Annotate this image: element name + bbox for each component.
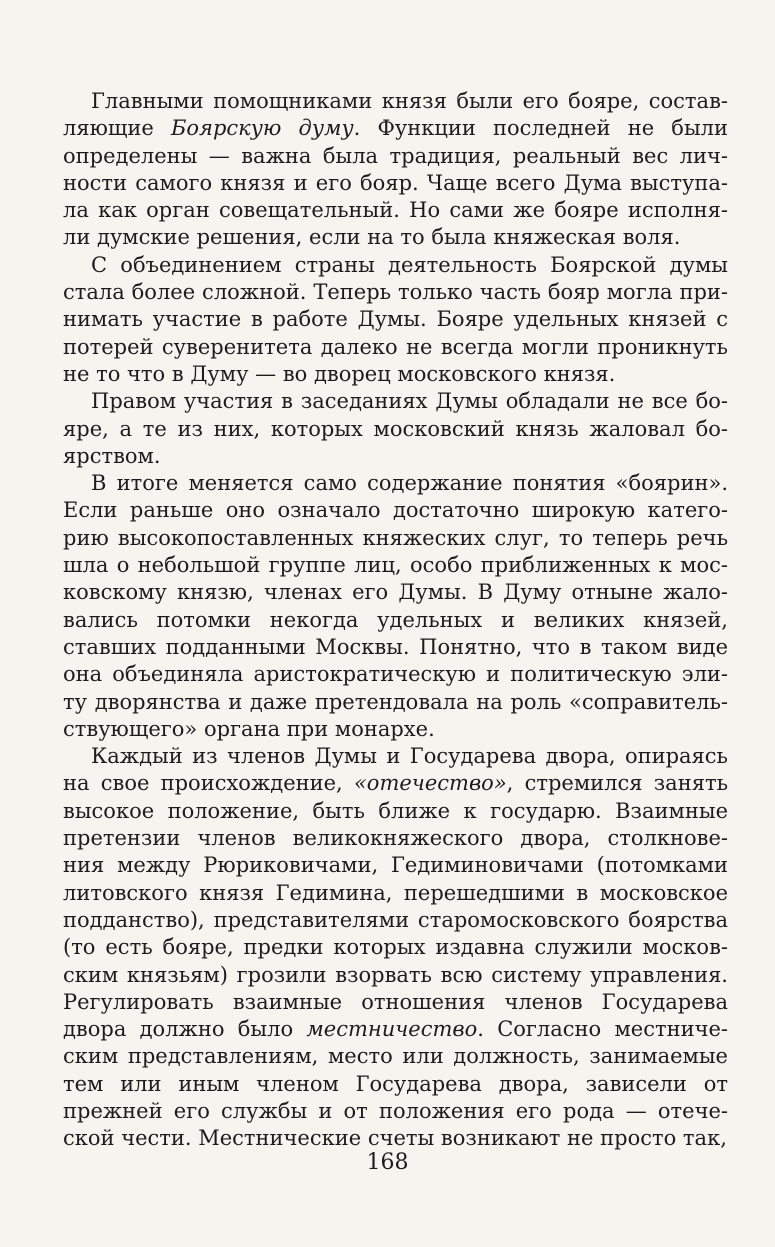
text-run: высокое положение, быть ближе к государю. Взаимные (63, 798, 728, 823)
text-run: , стремился занять (506, 771, 728, 796)
text-run: ли думские решения, если на то была княжеская воля. (63, 225, 681, 250)
text-line (63, 661, 728, 688)
text-run: ствующего» органа при монархе. (63, 716, 435, 741)
text-run: потерей суверенитета далеко не всегда могли проникнуть (63, 334, 728, 359)
text-line (63, 552, 728, 579)
text-line (63, 497, 728, 524)
text-line (63, 197, 728, 224)
paragraph (63, 470, 728, 743)
text-run: ставших подданными Москвы. Понятно, что в таком виде (63, 634, 728, 659)
text-run: ским князьям) грозили взорвать всю систему управления. (63, 962, 728, 987)
text-line (63, 907, 728, 934)
text-run: Главными помощниками князя были его бояре, состав- (91, 89, 728, 113)
text-run: С объединением страны деятельность Боярской думы (91, 252, 728, 277)
text-run: двора должно было (63, 1017, 307, 1042)
text-run: ту дворянства и даже претендовала на роль «соправитель- (63, 689, 728, 714)
text-run: . Согласно местниче- (477, 1017, 728, 1042)
document-body (63, 88, 728, 1153)
text-line (63, 934, 728, 961)
text-line (63, 170, 728, 197)
paragraph (63, 88, 728, 252)
text-run: ской чести. Местнические счеты возникают не просто так, (63, 1126, 727, 1151)
text-line (63, 388, 728, 415)
text-run: (то есть бояре, предки которых издавна служили москов- (63, 935, 728, 960)
text-run: литовского князя Гедимина, перешедшими в московское (63, 880, 728, 905)
text-line (63, 607, 728, 634)
text-line (63, 962, 728, 989)
text-line (63, 1016, 728, 1043)
text-line (63, 525, 728, 552)
text-line (63, 743, 728, 770)
text-run: В итоге меняется само содержание понятия «боярин». (91, 471, 728, 496)
text-line (63, 443, 728, 470)
text-run: не то что в Думу — во дворец московского князя. (63, 361, 616, 386)
text-run: . Функции последней не были (353, 116, 728, 141)
paragraph (63, 252, 728, 388)
text-run: вались потомки некогда удельных и великих князей, (63, 607, 728, 632)
text-line (63, 716, 728, 743)
text-line (63, 306, 728, 333)
text-run: ляющие (63, 116, 171, 141)
page-number: 168 (366, 1150, 409, 1175)
text-run: ским представлениям, место или должность, занимаемые (63, 1044, 728, 1069)
text-run: ковскому князю, членах его Думы. В Думу отныне жало- (63, 580, 728, 605)
italic-term: местничество (306, 1017, 478, 1042)
text-line (63, 1043, 728, 1070)
text-line (63, 1125, 728, 1152)
text-line (63, 361, 728, 388)
paragraph (63, 388, 728, 470)
text-line (63, 224, 728, 251)
text-line (63, 252, 728, 279)
text-line (63, 579, 728, 606)
text-run: шла о небольшой группе лиц, особо приближенных к мос- (63, 553, 728, 578)
text-run: претензии членов великокняжеского двора, столкнове- (63, 826, 728, 851)
text-line (63, 470, 728, 497)
text-line (63, 825, 728, 852)
paragraph (63, 743, 728, 1152)
text-run: ла как орган совещательный. Но сами же бояре исполня- (63, 198, 728, 223)
text-line (63, 143, 728, 170)
text-line (63, 880, 728, 907)
text-run: нимать участие в работе Думы. Бояре удельных князей с (63, 307, 728, 332)
text-line (63, 416, 728, 443)
text-line (63, 852, 728, 879)
text-run: на свое происхождение, (63, 771, 354, 796)
text-line (63, 334, 728, 361)
text-line (63, 989, 728, 1016)
text-run: стала более сложной. Теперь только часть бояр могла при- (63, 280, 728, 305)
text-run: ности самого князя и его бояр. Чаще всего Дума выступа- (63, 170, 728, 195)
text-run: Регулировать взаимные отношения членов Государева (63, 989, 728, 1014)
text-run: Правом участия в заседаниях Думы обладали не все бо- (91, 389, 728, 414)
text-line (63, 115, 728, 142)
text-run: Каждый из членов Думы и Государева двора, опираясь (91, 744, 728, 769)
text-run: определены — важна была традиция, реальный вес лич- (63, 143, 728, 168)
text-run: рию высокопоставленных княжеских слуг, то теперь речь (63, 525, 728, 550)
italic-term: Боярскую думу (170, 116, 354, 141)
text-run: Если раньше оно означало достаточно широкую катего- (63, 498, 728, 523)
text-line (63, 88, 728, 115)
text-run: яре, а те из них, которых московский князь жаловал бо- (63, 416, 728, 441)
text-run: ярством. (63, 443, 161, 468)
text-line (63, 279, 728, 306)
text-line (63, 689, 728, 716)
text-run: прежней его службы и от положения его рода — отече- (63, 1098, 728, 1123)
text-line (63, 1071, 728, 1098)
text-run: ния между Рюриковичами, Гедиминовичами (потомками (63, 853, 728, 878)
italic-term: «отечество» (353, 771, 507, 796)
text-line (63, 1098, 728, 1125)
text-run: тем или иным членом Государева двора, зависели от (63, 1071, 728, 1096)
text-line (63, 798, 728, 825)
text-line (63, 770, 728, 797)
text-run: она объединяла аристократическую и политическую эли- (63, 662, 728, 687)
text-run: подданство), представителями старомосковского боярства (63, 907, 728, 932)
text-line (63, 634, 728, 661)
